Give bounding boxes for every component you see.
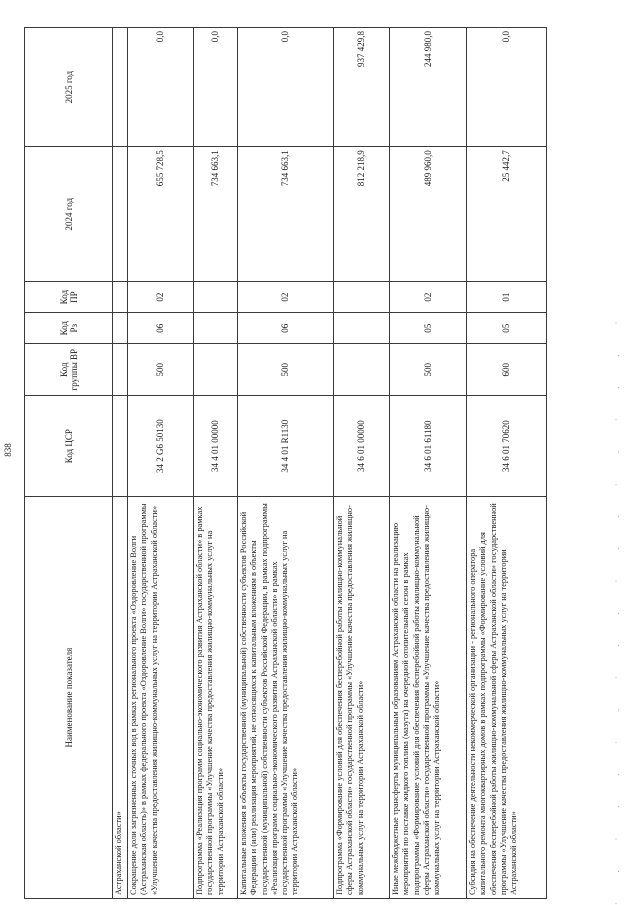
row-vr [194, 344, 238, 396]
row-csr [113, 396, 128, 497]
row-2024: 734 663,1 [194, 147, 238, 282]
row-pr [113, 282, 128, 313]
row-2024: 812 218,9 [334, 147, 390, 282]
row-pr: 02 [238, 282, 334, 313]
row-pr: 01 [467, 282, 547, 313]
row-2025: 244 980,0 [390, 28, 467, 147]
row-csr: 34 2 G6 50130 [128, 396, 194, 497]
row-2025: 0,0 [194, 28, 238, 147]
row-pr [334, 282, 390, 313]
row-csr: 34 4 01 00000 [194, 396, 238, 497]
row-rz [113, 313, 128, 344]
row-2025: 0,0 [128, 28, 194, 147]
page-number: 838 [3, 443, 13, 457]
header-vr: Код группы ВР [25, 344, 113, 396]
row-name: Подпрограмма «Формирование условий для обеспечения бесперебойной работы жилищно-коммунальной сферы Астраханской области» государственной программы «Улучшение качества предоставления жилищно-коммунальных услуг на территории Астраханской области» [334, 497, 390, 899]
row-rz [194, 313, 238, 344]
row-2025 [113, 28, 128, 147]
table-row [467, 28, 547, 899]
row-vr: 500 [128, 344, 194, 396]
row-2025: 0,0 [238, 28, 334, 147]
row-2024: 734 663,1 [238, 147, 334, 282]
row-name: Сокращение доли загрязненных сточных вод в рамках регионального проекта «Оздоровление Волги (Астраханская область)» в рамках федерального проекта «Оздоровление Волги» государственной программы «Улучшение качества предоставления жилищно-коммунальных услуг на территории Астраханской области» [128, 497, 194, 899]
row-vr [334, 344, 390, 396]
budget-table [24, 27, 547, 899]
row-2024: 25 442,7 [467, 147, 547, 282]
row-pr: 02 [390, 282, 467, 313]
row-2025: 0,0 [467, 28, 547, 147]
header-rz: Код Рз [25, 313, 113, 344]
row-pr [194, 282, 238, 313]
row-csr: 34 6 01 61180 [390, 396, 467, 497]
row-rz: 06 [128, 313, 194, 344]
row-csr: 34 4 01 R1130 [238, 396, 334, 497]
row-vr: 600 [467, 344, 547, 396]
table-row [128, 28, 194, 899]
header-csr: Код ЦСР [25, 396, 113, 497]
header-pr: Код ПР [25, 282, 113, 313]
row-rz [334, 313, 390, 344]
row-name: Субсидия на обеспечение деятельности некоммерческой организации - регионального оператора капитального ремонта многоквартирных домов в рамках подпрограммы «Формирование условий для обеспечения бесперебойной работы жилищно-коммунальной сферы Астраханской области» государственной программы «Улучшение качества предоставления жилищно-коммунальных услуг на территории Астраханской области» [467, 497, 547, 899]
row-2024: 489 960,0 [390, 147, 467, 282]
row-csr: 34 6 01 00000 [334, 396, 390, 497]
header-2025: 2025 год [25, 28, 113, 147]
scan-artifacts: ·.·..·.·..·..·.·..· [612, 291, 621, 905]
header-row [25, 28, 113, 899]
row-name: Астраханской области» [113, 497, 128, 899]
table-row [113, 28, 128, 899]
row-2024: 655 728,5 [128, 147, 194, 282]
header-name: Наименование показателя [25, 497, 113, 899]
row-rz: 06 [238, 313, 334, 344]
row-vr: 500 [390, 344, 467, 396]
row-name: Иные межбюджетные трансферты муниципальным образованиям Астраханской области на реализацию мероприятий по поставке жидкого топлива (мазута) на очередной отопительный сезон в рамках подпрограммы «Формирование условий для обеспечения бесперебойной работы жилищно-коммунальной сферы Астраханской области» государственной программы «Улучшение качества предоставления жилищно-коммунальных услуг на территории Астраханской области» [390, 497, 467, 899]
row-vr [113, 344, 128, 396]
row-csr: 34 6 01 70620 [467, 396, 547, 497]
row-pr: 02 [128, 282, 194, 313]
table-row [194, 28, 238, 899]
row-rz: 05 [467, 313, 547, 344]
table-row [390, 28, 467, 899]
row-2024 [113, 147, 128, 282]
row-name: Капитальные вложения в объекты государственной (муниципальной) собственности субъектов Российской Федерации и (или) реализация мероприятий, не относящихся к капитальным вложениям в объекты государственной (муниципальной) собственности субъектов Российской Федерации, в рамках подпрограммы «Реализация программ социально-экономического развития Астраханской области» в рамках государственной программы «Улучшение качества предоставления жилищно-коммунальных услуг на территории Астраханской области» [238, 497, 334, 899]
table-row [238, 28, 334, 899]
table-row [334, 28, 390, 899]
row-rz: 05 [390, 313, 467, 344]
header-2024: 2024 год [25, 147, 113, 282]
row-vr: 500 [238, 344, 334, 396]
row-2025: 937 429,8 [334, 28, 390, 147]
row-name: Подпрограмма «Реализация программ социально-экономического развития Астраханской области» в рамках государственной программы «Улучшение качества предоставления жилищно-коммунальных услуг на территории Астраханской области» [194, 497, 238, 899]
